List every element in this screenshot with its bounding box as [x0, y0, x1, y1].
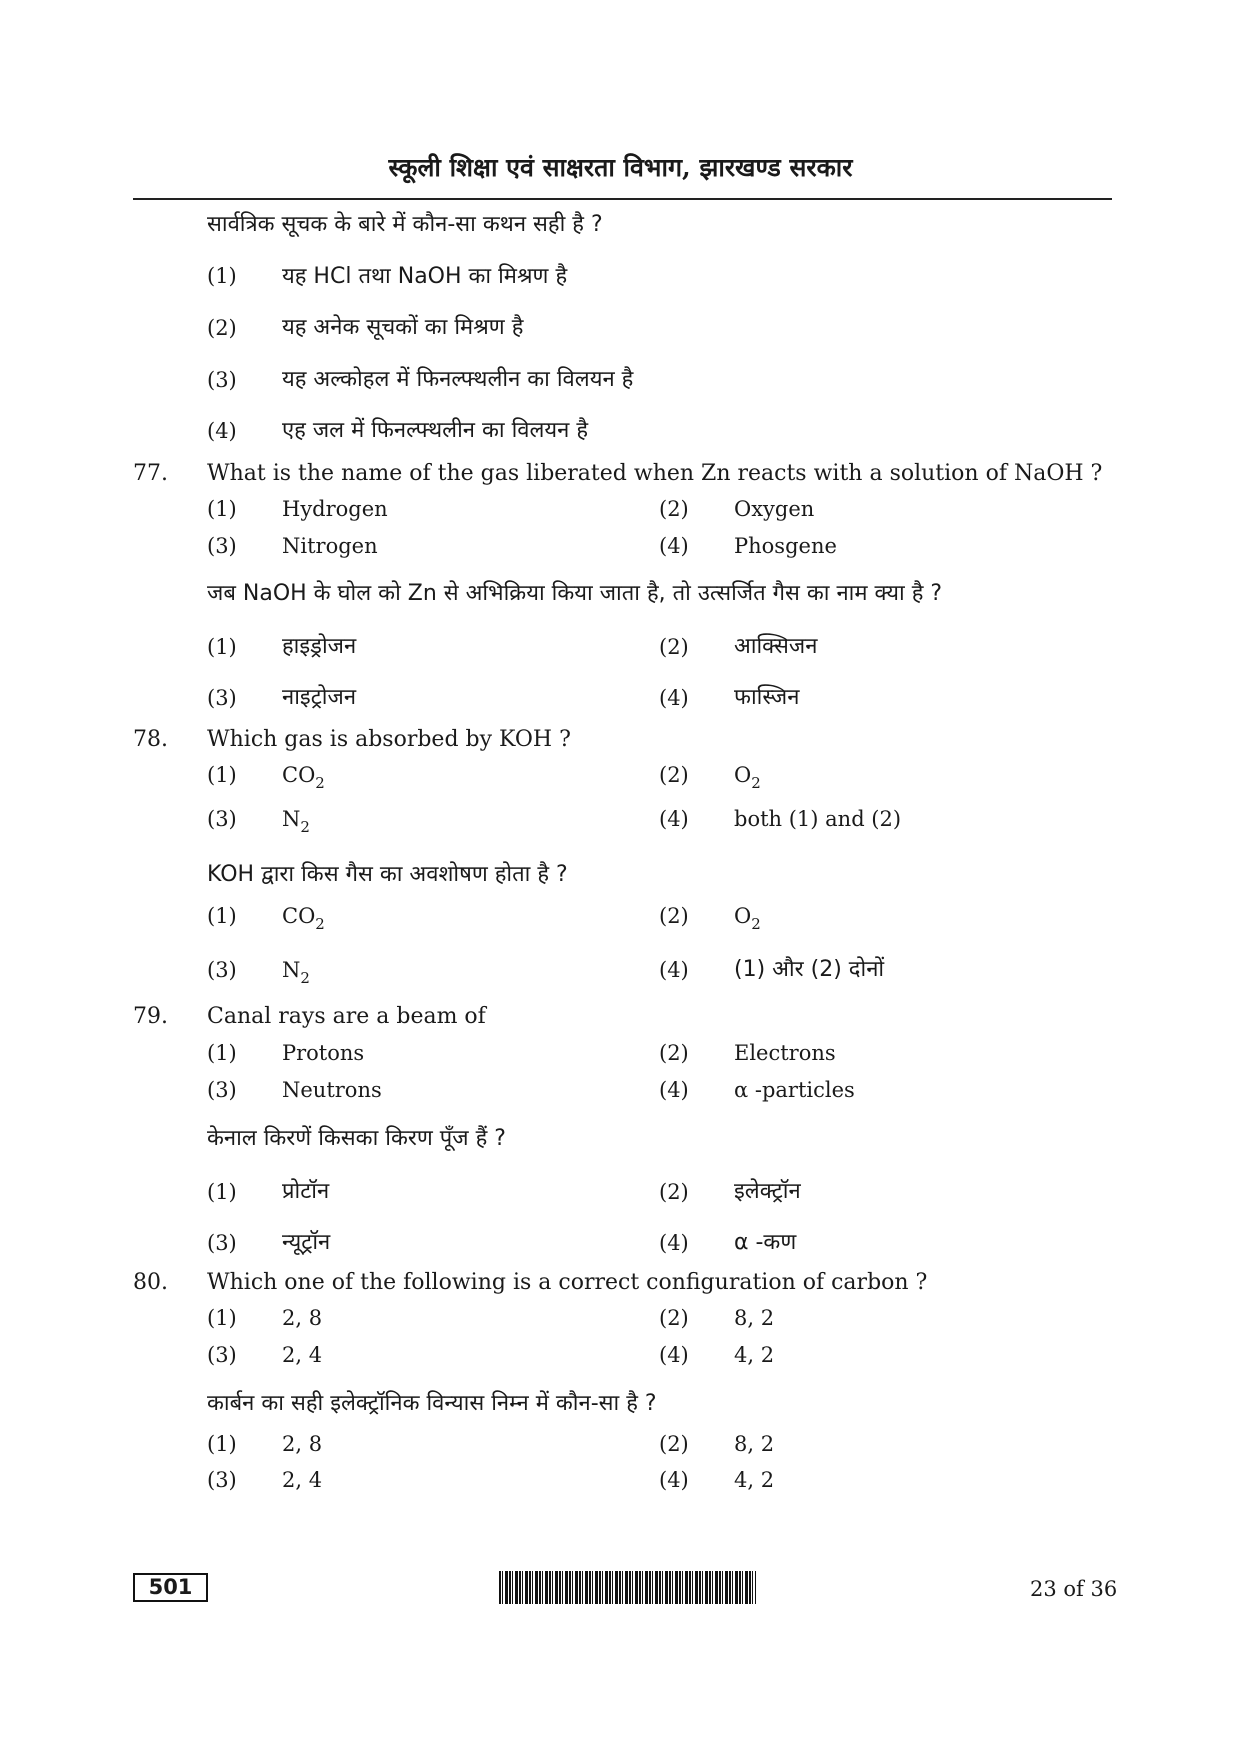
q79-question: Canal rays are a beam of [207, 1004, 486, 1029]
q77-opt1-label: (1) [207, 497, 237, 521]
q78-hi-opt3-label: (3) [207, 958, 237, 982]
q78-hi-opt2-label: (2) [659, 904, 689, 928]
q80-question: Which one of the following is a correct configuration of carbon ? [207, 1270, 928, 1295]
q76-hi-opt4-label: (4) [207, 419, 237, 443]
page-number: 23 of 36 [1030, 1577, 1118, 1601]
q80-opt3-text: 2, 4 [282, 1343, 323, 1367]
q76-hi-opt4-text: एह जल में फिनल्फ्थलीन का विलयन है [282, 418, 589, 443]
q77-hi-opt4-label: (4) [659, 686, 689, 710]
q80-hi-opt2-text: 8, 2 [734, 1432, 775, 1456]
q76-hi-opt2-text: यह अनेक सूचकों का मिश्रण है [282, 315, 524, 340]
q80-hindi-question: कार्बन का सही इलेक्ट्रॉनिक विन्यास निम्न में कौन-सा है ? [207, 1391, 657, 1416]
page-header: स्कूली शिक्षा एवं साक्षरता विभाग, झारखण्ड सरकार [388, 153, 853, 182]
q80-hi-opt4-text: 4, 2 [734, 1468, 775, 1492]
q77-opt2-label: (2) [659, 497, 689, 521]
q80-opt2-label: (2) [659, 1306, 689, 1330]
q78-hi-opt1-label: (1) [207, 904, 237, 928]
q78-hi-opt1-formula: $CO_2$ [282, 904, 325, 933]
q78-hi-opt4-text: (1) और (2) दोनों [734, 957, 885, 982]
q79-hi-opt2-text: इलेक्ट्रॉन [734, 1179, 801, 1204]
q79-opt1-label: (1) [207, 1041, 237, 1065]
header-rule [133, 198, 1112, 200]
q76-hi-opt3-label: (3) [207, 368, 237, 392]
q79-hi-opt1-label: (1) [207, 1180, 237, 1204]
q79-hindi-question: केनाल किरणें किसका किरण पूँज हैं ? [207, 1126, 506, 1151]
q80-opt4-text: 4, 2 [734, 1343, 775, 1367]
q80-opt1-text: 2, 8 [282, 1306, 323, 1330]
q79-hi-opt3-label: (3) [207, 1231, 237, 1255]
q78-hi-opt2-formula: $O_2$ [734, 904, 761, 933]
q80-opt1-label: (1) [207, 1306, 237, 1330]
q78-hi-opt4-label: (4) [659, 958, 689, 982]
q80-opt4-label: (4) [659, 1343, 689, 1367]
q79-opt2-text: Electrons [734, 1041, 836, 1065]
q76-hi-opt3-text: यह अल्कोहल में फिनल्फ्थलीन का विलयन है [282, 367, 634, 392]
q79-hi-opt1-text: प्रोटॉन [282, 1179, 330, 1204]
q78-opt1-label: (1) [207, 763, 237, 787]
q77-hi-opt4-text: फास्जिन [734, 685, 800, 710]
paper-code-box: 501 [133, 1573, 208, 1602]
q79-opt2-label: (2) [659, 1041, 689, 1065]
q79-hi-opt4-label: (4) [659, 1231, 689, 1255]
q80-hi-opt4-label: (4) [659, 1468, 689, 1492]
q77-opt4-label: (4) [659, 534, 689, 558]
q80-opt3-label: (3) [207, 1343, 237, 1367]
q80-hi-opt3-text: 2, 4 [282, 1468, 323, 1492]
q77-hi-opt1-label: (1) [207, 635, 237, 659]
q79-hi-opt4-text: α -कण [734, 1230, 797, 1255]
q77-question: What is the name of the gas liberated when Zn reacts with a solution of NaOH ? [207, 461, 1103, 486]
q77-hi-opt2-label: (2) [659, 635, 689, 659]
q78-opt2-label: (2) [659, 763, 689, 787]
q78-opt3-label: (3) [207, 807, 237, 831]
q80-hi-opt1-text: 2, 8 [282, 1432, 323, 1456]
barcode [499, 1571, 756, 1604]
q78-hindi-question: KOH द्वारा किस गैस का अवशोषण होता है ? [207, 862, 568, 887]
q78-number: 78. [133, 727, 168, 752]
q79-opt3-label: (3) [207, 1078, 237, 1102]
q77-opt4-text: Phosgene [734, 534, 837, 558]
q79-number: 79. [133, 1004, 168, 1029]
q78-opt4-text: both (1) and (2) [734, 807, 902, 831]
q77-hi-opt3-text: नाइट्रोजन [282, 685, 357, 710]
q77-opt1-text: Hydrogen [282, 497, 388, 521]
q78-question: Which gas is absorbed by KOH ? [207, 727, 571, 752]
q79-opt1-text: Protons [282, 1041, 365, 1065]
q77-opt2-text: Oxygen [734, 497, 815, 521]
q80-hi-opt1-label: (1) [207, 1432, 237, 1456]
q78-opt4-label: (4) [659, 807, 689, 831]
q76-hi-opt1-text: यह HCl तथा NaOH का मिश्रण है [282, 264, 568, 289]
q78-hi-opt3-formula: $N_2$ [282, 958, 310, 987]
q80-number: 80. [133, 1270, 168, 1295]
q79-hi-opt3-text: न्यूट्रॉन [282, 1230, 331, 1255]
q79-opt4-text: α -particles [734, 1078, 855, 1102]
q77-opt3-label: (3) [207, 534, 237, 558]
q79-opt3-text: Neutrons [282, 1078, 382, 1102]
q79-hi-opt2-label: (2) [659, 1180, 689, 1204]
q77-number: 77. [133, 461, 168, 486]
q79-opt4-label: (4) [659, 1078, 689, 1102]
q78-opt1-formula: $CO_2$ [282, 763, 325, 792]
q76-hi-opt2-label: (2) [207, 316, 237, 340]
q78-opt2-formula: $O_2$ [734, 763, 761, 792]
q77-hi-opt1-text: हाइड्रोजन [282, 634, 357, 659]
q76-hindi-question: सार्वत्रिक सूचक के बारे में कौन-सा कथन सही है ? [207, 212, 603, 237]
q76-hi-opt1-label: (1) [207, 264, 237, 288]
q77-opt3-text: Nitrogen [282, 534, 378, 558]
q78-opt3-formula: $N_2$ [282, 807, 310, 836]
q80-hi-opt2-label: (2) [659, 1432, 689, 1456]
q77-hindi-question: जब NaOH के घोल को Zn से अभिक्रिया किया जाता है, तो उत्सर्जित गैस का नाम क्या है ? [207, 581, 943, 606]
q80-opt2-text: 8, 2 [734, 1306, 775, 1330]
q80-hi-opt3-label: (3) [207, 1468, 237, 1492]
q77-hi-opt2-text: आक्सिजन [734, 634, 818, 659]
q77-hi-opt3-label: (3) [207, 686, 237, 710]
